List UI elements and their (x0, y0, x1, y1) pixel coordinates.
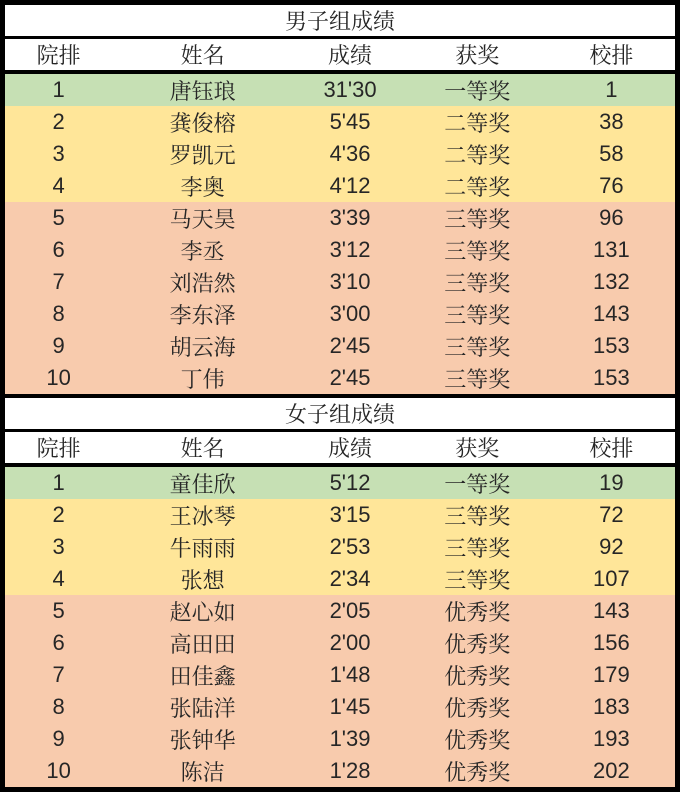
school-rank-cell: 143 (548, 595, 675, 627)
column-header-name: 姓名 (112, 431, 293, 466)
school-rank-cell: 38 (548, 106, 675, 138)
award-cell: 三等奖 (407, 531, 548, 563)
award-cell: 优秀奖 (407, 723, 548, 755)
rank-cell: 2 (5, 106, 112, 138)
rank-cell: 9 (5, 330, 112, 362)
rank-cell: 3 (5, 138, 112, 170)
table-row (5, 170, 675, 202)
name-cell: 马天昊 (112, 202, 293, 234)
table-row (5, 234, 675, 266)
rank-cell: 1 (5, 72, 112, 106)
name-cell: 陈洁 (112, 755, 293, 787)
school-rank-cell: 202 (548, 755, 675, 787)
name-cell: 高田田 (112, 627, 293, 659)
table-row (5, 298, 675, 330)
table-row (5, 563, 675, 595)
rank-cell: 8 (5, 298, 112, 330)
rank-cell: 7 (5, 659, 112, 691)
award-cell: 二等奖 (407, 138, 548, 170)
womens-header-row (5, 431, 675, 466)
rank-cell: 4 (5, 170, 112, 202)
rank-cell: 10 (5, 755, 112, 787)
mens-title-row (5, 5, 675, 38)
column-header-award: 获奖 (407, 431, 548, 466)
school-rank-cell: 179 (548, 659, 675, 691)
table-row (5, 595, 675, 627)
womens-title-row (5, 398, 675, 431)
award-cell: 三等奖 (407, 298, 548, 330)
award-cell: 三等奖 (407, 266, 548, 298)
score-cell: 3'12 (293, 234, 407, 266)
score-cell: 2'45 (293, 330, 407, 362)
score-cell: 5'45 (293, 106, 407, 138)
score-cell: 2'00 (293, 627, 407, 659)
mens-table-title: 男子组成绩 (5, 5, 675, 38)
name-cell: 田佳鑫 (112, 659, 293, 691)
column-header-dept-rank: 院排 (5, 38, 112, 73)
award-cell: 优秀奖 (407, 659, 548, 691)
table-row (5, 106, 675, 138)
table-row (5, 330, 675, 362)
mens-header-row (5, 38, 675, 73)
table-row (5, 691, 675, 723)
womens-results-table (5, 398, 675, 787)
mens-results-table (5, 5, 675, 398)
rank-cell: 6 (5, 234, 112, 266)
score-cell: 3'15 (293, 499, 407, 531)
award-cell: 二等奖 (407, 170, 548, 202)
table-row (5, 72, 675, 106)
award-cell: 一等奖 (407, 465, 548, 499)
score-cell: 1'48 (293, 659, 407, 691)
school-rank-cell: 92 (548, 531, 675, 563)
name-cell: 罗凯元 (112, 138, 293, 170)
name-cell: 张钟华 (112, 723, 293, 755)
rank-cell: 5 (5, 595, 112, 627)
column-header-award: 获奖 (407, 38, 548, 73)
score-cell: 2'05 (293, 595, 407, 627)
womens-table-title: 女子组成绩 (5, 398, 675, 431)
school-rank-cell: 19 (548, 465, 675, 499)
name-cell: 李奥 (112, 170, 293, 202)
table-row (5, 362, 675, 396)
school-rank-cell: 76 (548, 170, 675, 202)
school-rank-cell: 96 (548, 202, 675, 234)
table-row (5, 627, 675, 659)
name-cell: 牛雨雨 (112, 531, 293, 563)
column-header-school-rank: 校排 (548, 431, 675, 466)
table-row (5, 723, 675, 755)
name-cell: 刘浩然 (112, 266, 293, 298)
name-cell: 王冰琴 (112, 499, 293, 531)
award-cell: 优秀奖 (407, 691, 548, 723)
score-cell: 1'45 (293, 691, 407, 723)
column-header-school-rank: 校排 (548, 38, 675, 73)
rank-cell: 8 (5, 691, 112, 723)
name-cell: 童佳欣 (112, 465, 293, 499)
award-cell: 优秀奖 (407, 755, 548, 787)
award-cell: 优秀奖 (407, 595, 548, 627)
rank-cell: 9 (5, 723, 112, 755)
award-cell: 二等奖 (407, 106, 548, 138)
award-cell: 三等奖 (407, 362, 548, 396)
school-rank-cell: 132 (548, 266, 675, 298)
column-header-score: 成绩 (293, 38, 407, 73)
column-header-name: 姓名 (112, 38, 293, 73)
table-row (5, 531, 675, 563)
award-cell: 三等奖 (407, 499, 548, 531)
rank-cell: 2 (5, 499, 112, 531)
score-cell: 3'39 (293, 202, 407, 234)
school-rank-cell: 72 (548, 499, 675, 531)
score-cell: 3'10 (293, 266, 407, 298)
column-header-dept-rank: 院排 (5, 431, 112, 466)
school-rank-cell: 153 (548, 330, 675, 362)
table-row (5, 266, 675, 298)
rank-cell: 1 (5, 465, 112, 499)
score-cell: 4'36 (293, 138, 407, 170)
award-cell: 三等奖 (407, 234, 548, 266)
school-rank-cell: 131 (548, 234, 675, 266)
award-cell: 三等奖 (407, 202, 548, 234)
school-rank-cell: 156 (548, 627, 675, 659)
award-cell: 三等奖 (407, 330, 548, 362)
score-cell: 1'28 (293, 755, 407, 787)
school-rank-cell: 193 (548, 723, 675, 755)
table-row (5, 465, 675, 499)
score-cell: 5'12 (293, 465, 407, 499)
award-cell: 优秀奖 (407, 627, 548, 659)
school-rank-cell: 153 (548, 362, 675, 396)
table-row (5, 202, 675, 234)
rank-cell: 7 (5, 266, 112, 298)
rank-cell: 6 (5, 627, 112, 659)
score-cell: 2'53 (293, 531, 407, 563)
award-cell: 一等奖 (407, 72, 548, 106)
name-cell: 龚俊榕 (112, 106, 293, 138)
name-cell: 唐钰琅 (112, 72, 293, 106)
name-cell: 张想 (112, 563, 293, 595)
score-cell: 1'39 (293, 723, 407, 755)
rank-cell: 4 (5, 563, 112, 595)
school-rank-cell: 143 (548, 298, 675, 330)
column-header-score: 成绩 (293, 431, 407, 466)
name-cell: 胡云海 (112, 330, 293, 362)
name-cell: 丁伟 (112, 362, 293, 396)
rank-cell: 3 (5, 531, 112, 563)
table-row (5, 659, 675, 691)
score-cell: 3'00 (293, 298, 407, 330)
rank-cell: 10 (5, 362, 112, 396)
name-cell: 赵心如 (112, 595, 293, 627)
award-cell: 三等奖 (407, 563, 548, 595)
school-rank-cell: 107 (548, 563, 675, 595)
table-row (5, 755, 675, 787)
score-cell: 31'30 (293, 72, 407, 106)
school-rank-cell: 58 (548, 138, 675, 170)
table-row (5, 138, 675, 170)
school-rank-cell: 183 (548, 691, 675, 723)
score-cell: 2'34 (293, 563, 407, 595)
name-cell: 李东泽 (112, 298, 293, 330)
rank-cell: 5 (5, 202, 112, 234)
school-rank-cell: 1 (548, 72, 675, 106)
name-cell: 张陆洋 (112, 691, 293, 723)
score-cell: 2'45 (293, 362, 407, 396)
score-cell: 4'12 (293, 170, 407, 202)
name-cell: 李丞 (112, 234, 293, 266)
table-row (5, 499, 675, 531)
